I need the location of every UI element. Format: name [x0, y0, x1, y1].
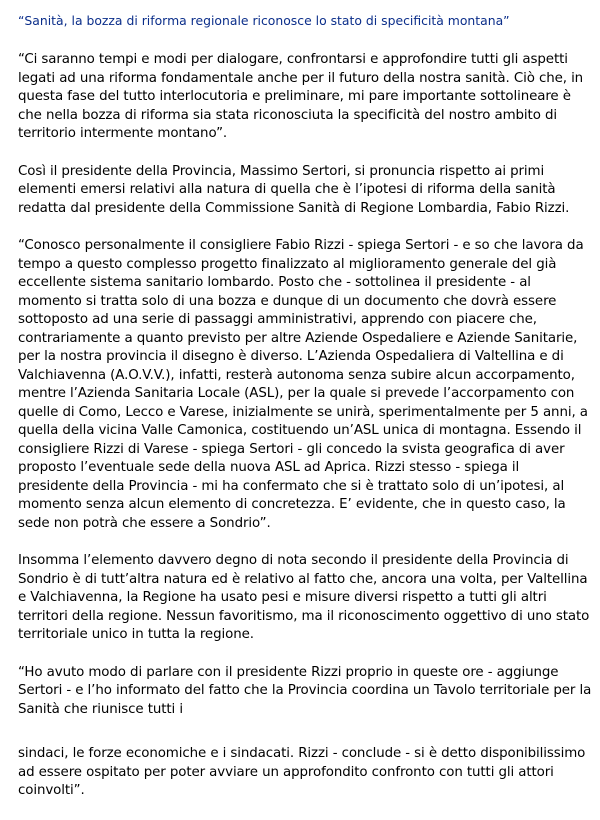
article-headline: “Sanità, la bozza di riforma regionale riconosce lo stato di specificità montana” — [18, 13, 510, 28]
article-paragraph-5-continued: sindaci, le forze economiche e i sindacati. Rizzi - conclude - si è detto disponibilissimo ad essere ospitato per poter avviare un approfondito confronto con tutti gli attori coinvolti”. — [18, 746, 586, 798]
article — [18, 12, 593, 820]
article-paragraph-2: Così il presidente della Provincia, Massimo Sertori, si pronuncia rispetto ai primi elementi emersi relativi alla natura di quella che è l’ipotesi di riforma della sanità redatta dal presidente della Commissione Sanità di Regione Lombardia, Fabio Rizzi. — [18, 163, 570, 216]
article-paragraph-4: Insomma l’elemento davvero degno di nota secondo il presidente della Provincia di Sondrio è di tutt’altra natura ed è relativo al fatto che, ancora una volta, per Valtellina e Valchiavenna, la Regione ha usato pesi e misure diversi rispetto a tutti gli altri territori della regione. Nessun favoritismo, ma il riconoscimento oggettivo di uno stato territoriale unico in tutta la regione. — [18, 553, 590, 642]
article-paragraph-1: “Ci saranno tempi e modi per dialogare, confrontarsi e approfondire tutti gli aspetti legati ad una riforma fondamentale anche per il futuro della nostra sanità. Ciò che, in questa fase del tutto interlocutoria e preliminare, mi pare importante sottolineare è che nella bozza di riforma sia stata riconosciuta la specificità del nostro ambito di territorio intermente montano”. — [18, 52, 584, 141]
article-paragraph-3: “Conosco personalmente il consigliere Fabio Rizzi - spiega Sertori - e so che lavora da tempo a questo complesso progetto finalizzato al miglioramento generale del già eccellente sistema sanitario lombardo. Posto che - sottolinea il presidente - al momento si tratta solo di una bozza e dunque di un documento che dovrà essere sottoposto ad una serie di passaggi amministrativi, apprendo con piacere che, contrariamente a quanto previsto per altre Aziende Ospedaliere e Aziende Sanitarie, per la nostra provincia il disegno è diverso. L’Azienda Ospedaliera di Valtellina e di Valchiavenna (A.O.V.V.), infatti, resterà autonoma senza subire alcun accorpamento, mentre l’Azienda Sanitaria Locale (ASL), per la quale si prevede l’accorpamento con quelle di Como, Lecco e Varese, inizialmente se unirà, sperimentalmente per 5 anni, a quella della vicina Valle Camonica, costituendo un’ASL unica di montagna. Essendo il consigliere Rizzi di Varese - spiega Sertori - gli concedo la svista geografica di aver proposto l’eventuale sede della nuova ASL ad Aprica. Rizzi stesso - spiega il presidente della Provincia - mi ha confermato che si è trattato solo di un’ipotesi, al momento senza alcun elemento di concretezza. E’ evidente, che in questo caso, la sede non potrà che essere a Sondrio”. — [18, 238, 588, 531]
article-paragraph-5: “Ho avuto modo di parlare con il presidente Rizzi proprio in queste ore - aggiunge Sertori - e l’ho informato del fatto che la Provincia coordina un Tavolo territoriale per la Sanità che riunisce tutti i — [18, 664, 592, 717]
